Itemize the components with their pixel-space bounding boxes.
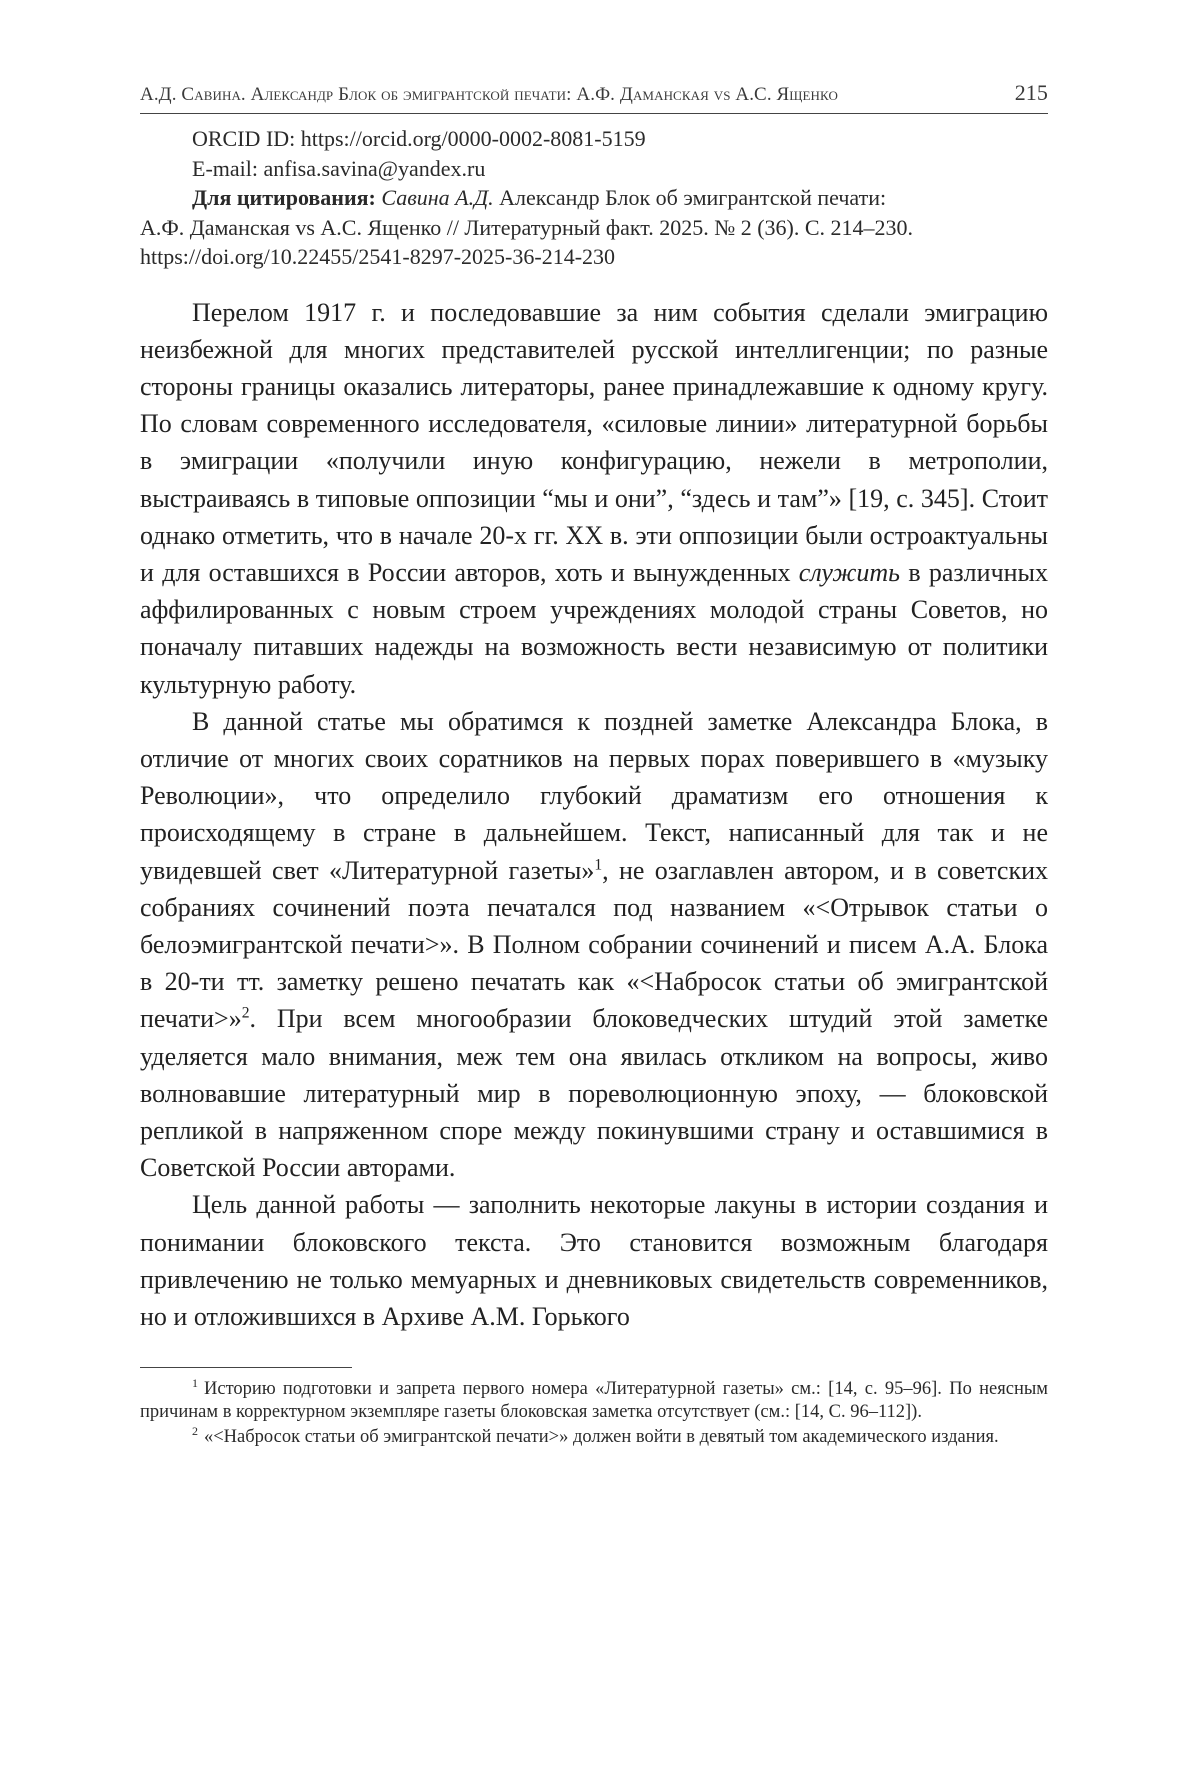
footnote-1 [140,1378,1048,1423]
footnote-2-text: «<Набросок статьи об эмигрантской печати>» должен войти в девятый том академического издания. [204,1427,999,1448]
paragraph-2-part-a: В данной статье мы обратимся к поздней заметке Александра Блока, в отличие от многих своих соратников на первых порах поверившего в «музыку Революции», что определило глубокий драматизм его отношения к происходящему в стране в дальнейшем. Текст, написанный для так и не увидевшей свет «Литературной газеты» [140,706,1048,885]
journal-page [140,80,1048,1452]
citation-text-continued: А.Ф. Даманская vs А.С. Ященко // Литературный факт. 2025. № 2 (36). С. 214–230. [140,214,914,240]
footnote-ref-1[interactable]: 1 [594,855,603,873]
citation-line [140,183,1048,213]
paragraph-1-part-a: Перелом 1917 г. и последовавшие за ним события сделали эмиграцию неизбежной для многих представителей русской интеллигенции; по разные стороны границы оказались литераторы, ранее принадлежавшие к одному кругу. По словам современного исследователя, «силовые линии» литературной борьбы в эмиграции «получили иную конфигурацию, нежели в метрополии, выстраиваясь в типовые оппозиции “мы и они”, “здесь и там”» [19, с. 345]. Стоит однако отметить, что в начале 20-х гг. XX в. эти оппозиции были остроактуальны и для оставшихся в России авторов, хоть и вынужденных [140,297,1048,587]
footnote-2-mark: 2 [192,1424,198,1439]
running-header [140,80,1048,114]
footnote-ref-2[interactable]: 2 [241,1004,250,1022]
footnote-1-text: Историю подготовки и запрета первого номера «Литературной газеты» см.: [14, с. 95–96]. По неясным причинам в корректурном экземпляре газеты блоковская заметка отсутствует (см.: [14, С. 96–112]). [140,1379,1048,1422]
email-line: E-mail: anfisa.savina@yandex.ru [192,155,486,181]
footnote-divider [140,1367,352,1368]
page-number: 215 [1014,80,1048,105]
citation-label: Для цитирования: [192,185,376,210]
paragraph-3: Цель данной работы — заполнить некоторые лакуны в истории создания и понимании блоковского текста. Это становится возможным благодаря привлечению не только мемуарных и дневниковых свидетельств современников, но и отложившихся в Архиве А.М. Горького [140,1190,1048,1331]
paragraph-1 [140,294,1048,703]
footnote-2 [140,1426,1048,1449]
footnote-1-mark: 1 [192,1376,198,1391]
paragraph-2-part-c: . При всем многообразии блоковедческих штудий этой заметке уделяется мало внимания, меж тем она явилась откликом на вопросы, живо волновавшие литературный мир в пореволюционную эпоху, — блоковской репликой в напряженном споре между покинувшими страну и оставшимися в Советской России авторами. [140,1004,1048,1183]
paragraph-1-emphasis: служить [798,557,901,587]
paragraph-2 [140,703,1048,1187]
citation-text-start: Александр Блок об эмигрантской печати: [499,185,887,210]
running-title: А.Д. Савина. Александр Блок об эмигрантской печати: А.Ф. Даманская vs А.С. Ященко [140,84,838,105]
citation-doi: https://doi.org/10.22455/2541-8297-2025-36-214-230 [140,244,616,269]
paragraph-2-part-b: , не озаглавлен автором, и в советских собраниях сочинений поэта печатался под названием «<Отрывок статьи о белоэмигрантской печати>». В Полном собрании сочинений и писем А.А. Блока в 20-ти тт. заметку решено печатать как «<Набросок статьи об эмигрантской печати>» [140,855,1048,1034]
orcid-line: ORCID ID: https://orcid.org/0000-0002-8081-5159 [192,126,646,151]
paragraph-1-part-b: в различных аффилированных с новым строем учреждениях молодой страны Советов, но поначалу питавших надежды на возможность вести независимую от политики культурную работу. [140,557,1049,699]
article-metadata [140,124,1048,272]
footnotes [140,1378,1048,1449]
article-body [140,294,1048,1336]
citation-author: Савина А.Д. [381,185,494,210]
